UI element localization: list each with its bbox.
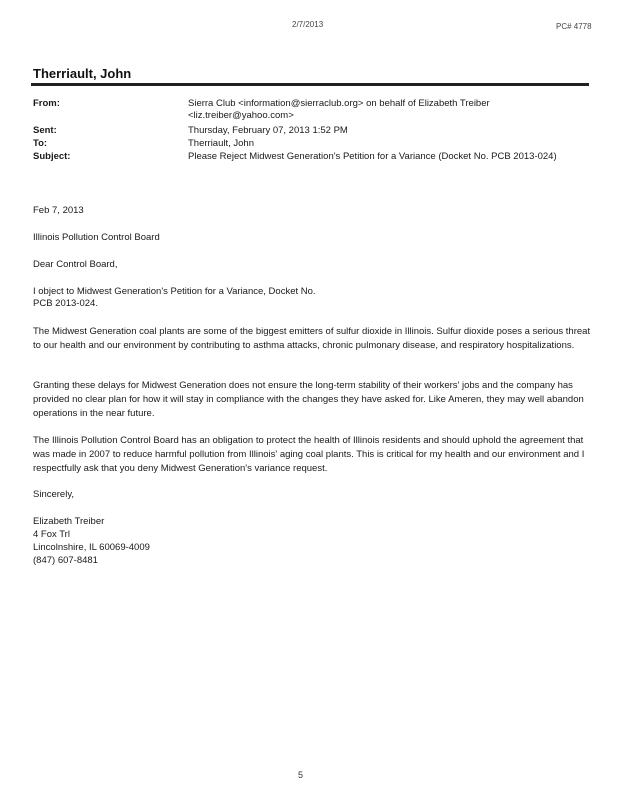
letter-date: Feb 7, 2013	[33, 205, 84, 216]
signature-city: Lincolnshire, IL 60069-4009	[33, 542, 150, 553]
to-value: Therriault, John	[188, 138, 255, 149]
signature-street: 4 Fox Trl	[33, 529, 70, 540]
sent-value: Thursday, February 07, 2013 1:52 PM	[188, 125, 348, 136]
header-date: 2/7/2013	[292, 20, 324, 29]
subject-value: Please Reject Midwest Generation's Petition for a Variance (Docket No. PCB 2013-024)	[188, 151, 557, 162]
from-email: <liz.treiber@yahoo.com>	[188, 110, 294, 121]
to-label: To:	[33, 138, 48, 149]
letter-recipient: Illinois Pollution Control Board	[33, 232, 160, 243]
page-number: 5	[298, 770, 304, 780]
header-rule	[31, 83, 589, 86]
from-label: From:	[33, 98, 60, 109]
letter-greeting: Dear Control Board,	[33, 259, 118, 270]
subject-label: Subject:	[33, 151, 71, 162]
signature-name: Elizabeth Treiber	[33, 516, 105, 527]
header-pc-number: PC# 4778	[556, 22, 592, 31]
objection-line-1: I object to Midwest Generation's Petition for a Variance, Docket No.	[33, 286, 316, 297]
signature-phone: (847) 607-8481	[33, 555, 98, 566]
paragraph-sulfur-dioxide: The Midwest Generation coal plants are some of the biggest emitters of sulfur dioxide in Illinois. Sulfur dioxide poses a serious threat to our health and our environment by contributing to asthma attacks, chronic pulmonary disease, and respiratory hospitalizations.	[33, 326, 591, 351]
from-value: Sierra Club <information@sierraclub.org> on behalf of Elizabeth Treiber	[188, 98, 490, 109]
paragraph-delays: Granting these delays for Midwest Generation does not ensure the long-term stability of their workers' jobs and the company has provided no clear plan for how it will stay in compliance with the changes they have asked for. Like Ameren, they may well abandon operations in the near future.	[33, 380, 584, 419]
objection-line-2: PCB 2013-024.	[33, 298, 98, 309]
sent-label: Sent:	[33, 125, 57, 136]
sender-name: Therriault, John	[33, 66, 132, 81]
letter-closing: Sincerely,	[33, 489, 75, 500]
paragraph-obligation: The Illinois Pollution Control Board has an obligation to protect the health of Illinois residents and should uphold the agreement that was made in 2007 to reduce harmful pollution from Illinois' aging coal plants. This is critical for my health and our environment and I respectfully ask that you deny Midwest Generation's variance request.	[33, 435, 585, 474]
